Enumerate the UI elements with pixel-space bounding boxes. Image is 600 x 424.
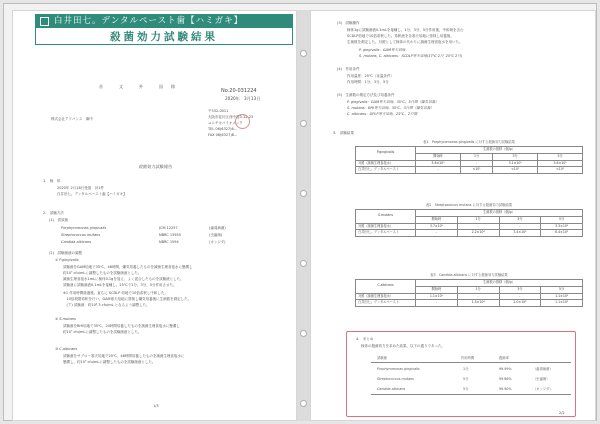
summary-species: Porphyromonas gingivalis: [377, 367, 420, 371]
col-species: C.albicans: [356, 280, 416, 294]
summary-col-species: 試験菌: [377, 356, 387, 360]
row-label: 白井田七。デンタルペースト: [356, 167, 416, 174]
pg-line: 滅菌生理食塩水1mLに検体0.1gを加え、よく混合したものを試験液とした。: [63, 277, 184, 281]
summary-rate: 99.86%: [499, 377, 512, 381]
issuer-address: 大阪市淀川区西中島3-12-23: [208, 115, 254, 119]
results-heading: 3. 試験結果: [333, 131, 354, 135]
strains-heading: (1) 供試菌: [49, 218, 68, 222]
document-date: 2020年 3月13日: [225, 96, 261, 101]
section-2-heading: 2. 試験方法: [43, 211, 64, 215]
row-label: 対照（滅菌生理食塩水）: [356, 160, 416, 167]
strain-code: JCM 12257: [159, 226, 178, 230]
sample-received: 2020年 2月18日受領 計1件: [57, 186, 104, 190]
col-header: 1分: [457, 286, 499, 293]
col-unit: 生菌数の推移（個/g）: [416, 147, 583, 154]
results-table-3: [355, 279, 583, 307]
table-row: [356, 167, 583, 174]
preparation-heading: (2) 試験菌液の調製: [49, 251, 82, 255]
pg-line: 10倍段階希釈を行い、GAM寒天培地に塗抹し嫌気培養後に生菌数を測定した。: [63, 297, 192, 301]
table-row: [356, 230, 583, 237]
medium-line: S. mutans, C. albicans：SCDLP寒天培地(37℃ 2日, 25℃ 2日): [359, 54, 463, 58]
issuer-name: ユニチカバイオメック: [208, 121, 243, 125]
cell: 3.1×10⁵: [493, 160, 538, 167]
table-row: [356, 293, 583, 300]
col-unit: 生菌数の推移（個/g）: [416, 210, 583, 217]
issuer-fax: FAX 06(6327)6...: [208, 133, 238, 137]
procedure-line: 検体1gに試験菌液0.1mLを接種し、1分、3分、5分作用後、中和剤を含む: [347, 28, 464, 32]
issuer-postcode: 〒532-0011: [208, 109, 229, 113]
cell: 3.3×10⁵: [541, 223, 583, 230]
cell: <10¹: [460, 167, 492, 174]
culture-line: C. albicans：GPLP寒天培地、25℃、2日間: [347, 112, 418, 116]
banner-title: 白井田七。デンタルペースト歯【ハミガキ】: [54, 16, 244, 26]
strain-name: Porphyromonas gingivalis: [61, 226, 107, 230]
table-row: [356, 300, 583, 307]
cell: 6.4×10²: [541, 230, 583, 237]
title-banner: [35, 14, 293, 45]
table-row: [356, 223, 583, 230]
cell: 3.6×10⁵: [416, 160, 461, 167]
section-3-heading: (3) 試験操作: [337, 21, 360, 25]
results-table-1: [355, 146, 583, 174]
cell: 1.1×10²: [541, 300, 583, 307]
cell: -: [460, 160, 492, 167]
col-header: 3分: [499, 286, 541, 293]
strain-name: Streptococcus mutans: [61, 233, 101, 237]
document-number: No.20-031224: [221, 88, 257, 94]
summary-label: （カンジダ）: [533, 387, 553, 391]
pg-line: 約10⁷ cfu/mLに調整したものを試験菌液とした。: [63, 271, 142, 275]
strain-code: NBRC 1594: [159, 240, 179, 244]
cell: -: [416, 300, 458, 307]
strain-label: (虫歯菌): [209, 233, 223, 237]
col-species: P.gingivalis: [356, 147, 416, 161]
col-header: 3分: [493, 153, 538, 160]
cell: -: [416, 167, 461, 174]
col-header: 開始時: [416, 216, 458, 223]
strain-label: (カンジダ): [209, 240, 226, 244]
cell: -: [457, 223, 499, 230]
col-header: 開始時: [416, 286, 458, 293]
page-number: 1/3: [153, 404, 159, 408]
pg-line: 試験菌をGAM培地で35℃、48時間、嫌気培養したものを滅菌生理食塩水に懸濁し: [63, 265, 193, 269]
row-label: 対照（滅菌生理食塩水）: [356, 293, 416, 300]
row-label: 対照（滅菌生理食塩水）: [356, 223, 416, 230]
section-1-heading: 1. 検 体: [43, 179, 61, 183]
cell: 3.7×10⁵: [416, 223, 458, 230]
cell: 3.6×10⁵: [538, 160, 583, 167]
culture-line: P. gingivalis：GAM寒天培地、35℃、5日間（嫌気培養）: [347, 100, 439, 104]
pg-line: (ア) 試験液：約10⁴.3 cfu/mL となるよう調整した。: [63, 303, 150, 307]
summary-col-time: 作用時間: [461, 356, 475, 360]
procedure-line: SCDLP培地で10倍希釈した。希釈液を各寒天培地に塗抹し培養後、: [347, 34, 454, 38]
col-unit: 生菌数の推移（個/g）: [416, 280, 583, 287]
culture-line: S. mutans：BHI寒天培地、35℃、3日間（嫌気培養）: [347, 106, 434, 110]
summary-highlight-box: [346, 331, 576, 417]
col-header: 1分: [457, 216, 499, 223]
sm-line: 約10⁷ cfu/mLに調整したものを試験菌液とした。: [63, 330, 142, 334]
pg-line: 試験液に試験菌液0.1mLを接種し、25℃で1分、3分、5分作用させた。: [63, 283, 177, 287]
company-seal: [235, 114, 250, 129]
cell: 1.1×10⁵: [416, 293, 458, 300]
medium-line: P. gingivalis：GAM寒天培地: [359, 48, 406, 52]
cell: -: [499, 223, 541, 230]
client-name: 株式会社アドバンス 御中: [51, 117, 93, 121]
summary-heading: 4. まとめ: [356, 337, 374, 341]
summary-species: Candida albicans: [377, 387, 406, 391]
issuer-tel: TEL 06(6327)6...: [208, 127, 238, 131]
ca-line: 懸濁し、約10⁶ cfu/mLに調整したものを試験菌液とした。: [63, 360, 156, 364]
report-title: 殺菌効力試験報告: [138, 164, 173, 169]
summary-label: （歯周病菌）: [533, 367, 553, 371]
condition-line: 作用時間：1分、3分、5分: [347, 80, 389, 84]
cell: 1.5×10⁴: [457, 300, 499, 307]
col-header: 5分: [538, 153, 583, 160]
col-header: 3分: [499, 216, 541, 223]
row-label: 白井田七。デンタルペースト: [356, 230, 416, 237]
banner-subtitle: 殺菌効力試験結果: [110, 31, 218, 43]
summary-time: 1分: [463, 367, 469, 371]
cell: 2.0×10³: [499, 300, 541, 307]
col-header: 開始時: [416, 153, 461, 160]
col-species: S.mutans: [356, 210, 416, 224]
col-header: 5分: [541, 216, 583, 223]
cell: -: [499, 293, 541, 300]
binder-spine: [297, 10, 310, 421]
sm-line: 試験菌をBHI培地で35℃、24時間培養したものを滅菌生理食塩水に懸濁し: [63, 324, 180, 328]
section-5-heading: (5) 生菌数の測定方法及び培養条件: [337, 93, 395, 97]
cell: 1.1×10⁵: [541, 293, 583, 300]
sm-heading: ② S.mutans: [55, 317, 76, 321]
strain-name: Candida albicans: [61, 240, 91, 244]
sample-name: 白井田七。デンタルペースト歯【ハミガキ】: [57, 192, 127, 196]
row-label: 白井田七。デンタルペースト: [356, 300, 416, 307]
table-row: [356, 160, 583, 167]
cell: <10¹: [538, 167, 583, 174]
col-header: 1分: [460, 153, 492, 160]
strain-label: (歯周病菌): [209, 226, 226, 230]
viewer-frame: [3, 3, 597, 421]
condition-line: 作用温度：25℃（室温条件）: [347, 74, 394, 78]
procedure-line: 生菌数を測定した。対照として検体の代わりに滅菌生理食塩水を用いた。: [347, 40, 463, 44]
cell: 3.4×10³: [499, 230, 541, 237]
summary-species: Streptococcus mutans: [377, 377, 414, 381]
ca-heading: ③ C.albicans: [55, 347, 78, 351]
summary-time: 5分: [463, 377, 469, 381]
pg-heading: ① P.gingivalis: [55, 258, 79, 262]
summary-time: 5分: [463, 387, 469, 391]
summary-col-rate: 殺菌率: [499, 356, 509, 360]
pg-line: ※1 作用時間経過後、直ちに SCDLP 培地で10倍希釈し中和した。: [63, 291, 168, 295]
summary-rate: 99.90%: [499, 387, 512, 391]
banner-title-bar: [36, 15, 292, 28]
section-4-heading: (4) 作用条件: [337, 67, 360, 71]
document-page-left: [12, 10, 297, 421]
table-3-caption: 表3 Candida albicans に対する殺菌効力試験結果: [430, 273, 508, 277]
cell: 2.2×10⁴: [457, 230, 499, 237]
cell: -: [457, 293, 499, 300]
summary-text: 検体の殺菌効力を求めた結果、以下の通りであった。: [361, 344, 445, 348]
cell: <10¹: [493, 167, 538, 174]
summary-label: （虫歯菌）: [533, 377, 550, 381]
banner-square-icon: [40, 17, 49, 26]
summary-rate: 99.99%: [499, 367, 512, 371]
col-header: 5分: [541, 286, 583, 293]
cell: -: [416, 230, 458, 237]
results-table-2: [355, 209, 583, 237]
strain-code: NBRC 13955: [159, 233, 181, 237]
ca-line: 試験菌をサブロー寒天培地で25℃、48時間培養したものを滅菌生理食塩水に: [63, 354, 185, 358]
table-1-caption: 表1 Porphyromonas gingivalis に対する殺菌効力試験結果: [423, 140, 515, 144]
page-number: 2/2: [559, 411, 565, 415]
table-2-caption: 表2 Streptococcus mutans に対する殺菌効力試験結果: [425, 203, 513, 207]
addressee: 首 文 外 国 様: [99, 84, 175, 89]
